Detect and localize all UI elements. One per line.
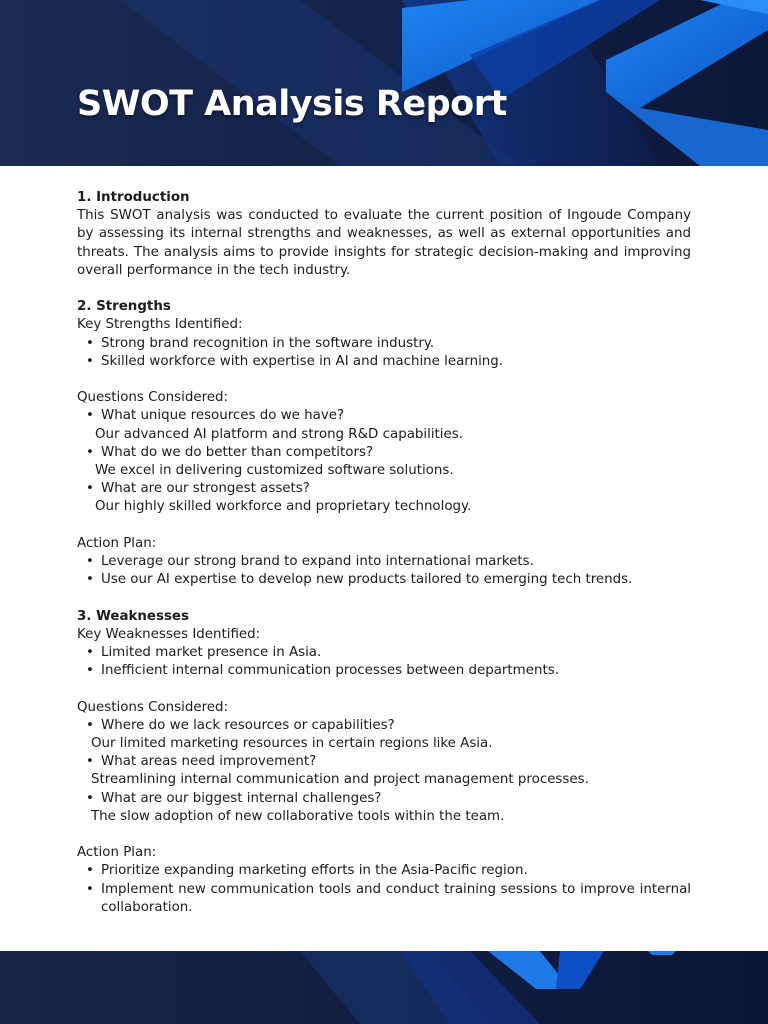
blue-ribbon-shape: [556, 951, 604, 989]
key-weaknesses-list: [77, 644, 691, 680]
questions-label: Questions Considered:: [77, 699, 229, 715]
header-banner: [0, 0, 768, 166]
section-heading: 1. Introduction: [77, 190, 190, 205]
questions-list: [77, 444, 691, 462]
introduction-section: [77, 189, 691, 280]
list-item: • Limited market presence in Asia.: [77, 644, 691, 662]
section-heading: 3. Weaknesses: [77, 608, 189, 624]
questions-list: [77, 753, 691, 771]
blue-ribbon-shape: [648, 951, 676, 955]
questions-label: Questions Considered:: [77, 390, 229, 406]
question-item: • What do we do better than competitors?: [77, 444, 691, 462]
page-title: SWOT Analysis Report: [77, 84, 507, 124]
report-body: [77, 189, 691, 917]
action-plan-label: Action Plan:: [77, 845, 157, 861]
section-heading: 2. Strengths: [77, 299, 171, 315]
question-item: • Where do we lack resources or capabilities?: [77, 717, 691, 735]
introduction-text: This SWOT analysis was conducted to evaluate the current position of Ingoude Company by assessing its internal strengths and weaknesses, as well as external opportunities and threats. The analysis aims to provide insights for strategic decision-making and improving overall performance in the tech industry.: [77, 208, 691, 278]
list-item: • Use our AI expertise to develop new products tailored to emerging tech trends.: [77, 571, 691, 589]
questions-list: [77, 407, 691, 425]
question-item: • What are our biggest internal challenges?: [77, 790, 691, 808]
list-item: • Skilled workforce with expertise in AI and machine learning.: [77, 353, 691, 371]
action-plan-list: [77, 862, 691, 917]
action-plan-list: [77, 553, 691, 589]
key-strengths-list: [77, 335, 691, 371]
question-item: • What areas need improvement?: [77, 753, 691, 771]
questions-list: [77, 717, 691, 735]
key-weaknesses-label: Key Weaknesses Identified:: [77, 626, 261, 642]
answer-text: The slow adoption of new collaborative tools within the team.: [91, 808, 505, 824]
list-item: • Inefficient internal communication processes between departments.: [77, 662, 691, 680]
key-strengths-label: Key Strengths Identified:: [77, 317, 243, 333]
answer-text: We excel in delivering customized software solutions.: [95, 463, 454, 479]
list-item: • Implement new communication tools and conduct training sessions to improve internal collaboration.: [77, 881, 691, 917]
questions-list: [77, 790, 691, 808]
list-item: • Strong brand recognition in the software industry.: [77, 335, 691, 353]
list-item: • Prioritize expanding marketing efforts in the Asia-Pacific region.: [77, 862, 691, 880]
footer-decoration: [0, 951, 768, 1024]
question-item: • What unique resources do we have?: [77, 407, 691, 425]
list-item: • Leverage our strong brand to expand into international markets.: [77, 553, 691, 571]
strengths-section: [77, 298, 691, 589]
questions-list: [77, 480, 691, 498]
weaknesses-section: [77, 608, 691, 917]
question-item: • What are our strongest assets?: [77, 480, 691, 498]
answer-text: Our highly skilled workforce and proprietary technology.: [95, 499, 472, 515]
action-plan-label: Action Plan:: [77, 535, 157, 551]
answer-text: Our advanced AI platform and strong R&D capabilities.: [95, 426, 464, 442]
answer-text: Our limited marketing resources in certain regions like Asia.: [91, 736, 493, 752]
header-decoration: [0, 0, 768, 166]
answer-text: Streamlining internal communication and project management processes.: [91, 772, 589, 788]
footer-banner: [0, 951, 768, 1024]
